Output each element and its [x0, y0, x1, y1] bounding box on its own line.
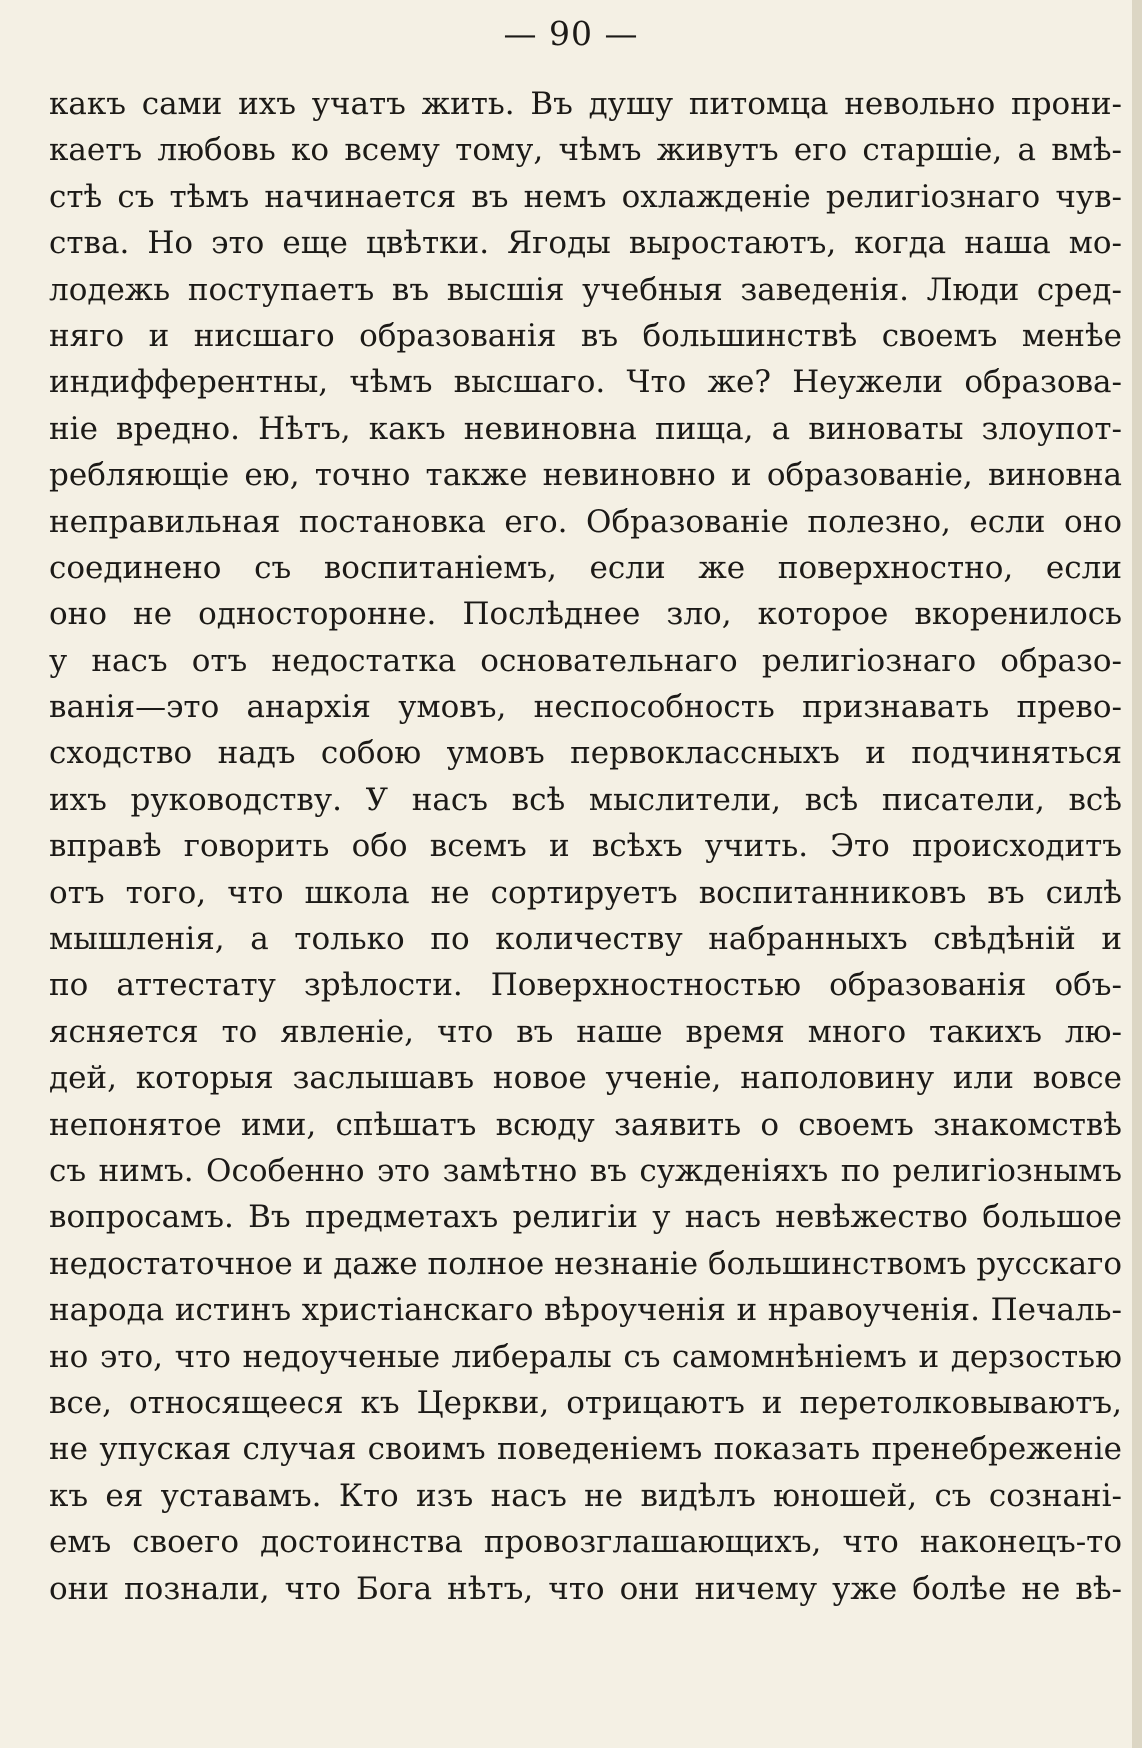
text-line: они познали, что Бога нѣтъ, что они ничему уже болѣе не вѣ- — [49, 1570, 1122, 1607]
text-line: няго и нисшаго образованія въ большинствѣ своемъ менѣе — [49, 317, 1122, 354]
text-line: ребляющіе ею, точно также невиновно и образованіе, виновна — [49, 457, 1122, 494]
text-line: народа истинъ христіанскаго вѣроученія и нравоученія. Печаль- — [49, 1292, 1122, 1329]
text-line: дей, которыя заслышавъ новое ученіе, наполовину или вовсе — [49, 1060, 1122, 1097]
body-text — [49, 81, 1122, 1612]
text-line: ванія—это анархія умовъ, неспособность признавать прево- — [49, 689, 1122, 726]
text-line: вопросамъ. Въ предметахъ религіи у насъ невѣжество большое — [49, 1199, 1122, 1236]
text-line: ства. Но это еще цвѣтки. Ягоды выростаютъ, когда наша мо- — [49, 225, 1122, 262]
text-line: ніе вредно. Нѣтъ, какъ невиновна пища, а виноваты злоупот- — [49, 410, 1122, 447]
text-line: по аттестату зрѣлости. Поверхностностью образованія объ- — [49, 967, 1122, 1004]
text-line: оно не одностороннe. Послѣднее зло, которое вкоренилось — [49, 596, 1122, 633]
text-line: у насъ отъ недостатка основательнаго религіознаго образо- — [49, 642, 1122, 679]
text-line: недостаточное и даже полное незнаніе большинствомъ русскаго — [49, 1245, 1122, 1282]
text-line: все, относящееся къ Церкви, отрицаютъ и перетолковываютъ, — [49, 1384, 1122, 1421]
text-line: мышленія, а только по количеству набранныхъ свѣдѣній и — [49, 921, 1122, 958]
text-line: какъ сами ихъ учатъ жить. Въ душу питомца невольно прони- — [49, 86, 1122, 122]
text-line: емъ своего достоинства провозглашающихъ, что наконецъ-то — [49, 1524, 1122, 1561]
text-line: ясняется то явленіе, что въ наше время много такихъ лю- — [49, 1013, 1122, 1050]
text-line: непонятое ими, спѣшатъ всюду заявить о своемъ знакомствѣ — [49, 1106, 1122, 1143]
text-line: каетъ любовь ко всему тому, чѣмъ живутъ его старшіе, а вмѣ- — [49, 132, 1122, 169]
text-line: вправѣ говорить обо всемъ и всѣхъ учить. Это происходитъ — [49, 828, 1122, 865]
text-line: къ ея уставамъ. Кто изъ насъ не видѣлъ юношей, съ сознані- — [49, 1477, 1122, 1514]
text-line: неправильная постановка его. Образованіе полезно, если оно — [49, 503, 1122, 540]
text-line: соединено съ воспитаніемъ, если же поверхностно, если — [49, 549, 1122, 586]
page-number: — 90 — — [503, 14, 639, 53]
text-line: индифферентны, чѣмъ высшаго. Что же? Неужели образова- — [49, 364, 1122, 401]
text-line: сходство надъ собою умовъ первоклассныхъ и подчиняться — [49, 735, 1122, 772]
page-edge — [1132, 0, 1142, 1748]
text-line: не упуская случая своимъ поведеніемъ показать пренебреженіе — [49, 1431, 1122, 1468]
text-line: но это, что недоученые либералы съ самомнѣніемъ и дерзостью — [49, 1338, 1122, 1375]
text-line: отъ того, что школа не сортируетъ воспитанниковъ въ силѣ — [49, 874, 1122, 911]
text-line: лодежь поступаетъ въ высшія учебныя заведенія. Люди сред- — [49, 271, 1122, 308]
text-line: стѣ съ тѣмъ начинается въ немъ охлажденіе религіознаго чув- — [49, 178, 1122, 215]
text-line: ихъ руководству. У насъ всѣ мыслители, всѣ писатели, всѣ — [49, 781, 1122, 818]
text-line: съ нимъ. Особенно это замѣтно въ сужденіяхъ по религіознымъ — [49, 1152, 1122, 1189]
